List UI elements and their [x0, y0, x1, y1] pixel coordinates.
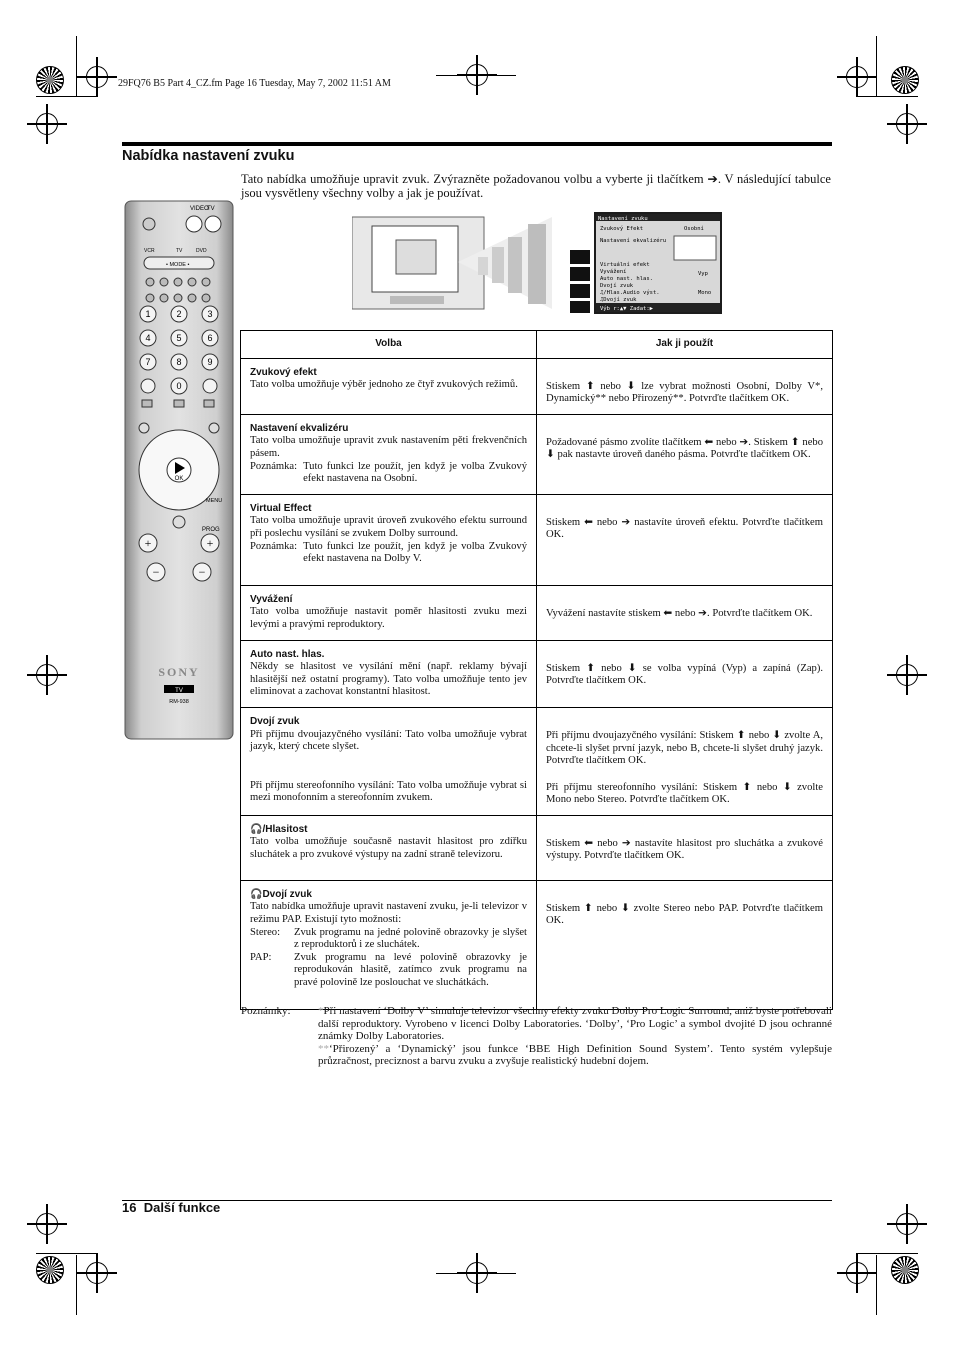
tv-badge-label: TV — [175, 688, 183, 694]
footer-section: Další funkce — [143, 1200, 221, 1215]
crop-mark — [876, 1255, 877, 1315]
menu-item[interactable]: ♫Dvojí zvuk — [600, 297, 637, 303]
page-title: Nabídka nastavení zvuku — [122, 148, 295, 164]
notes-section — [241, 1005, 832, 1068]
crop-mark — [858, 96, 918, 97]
function-button[interactable] — [202, 278, 210, 286]
remote-control-image — [124, 200, 234, 740]
digit-label: 7 — [145, 357, 151, 367]
plus-icon: + — [144, 536, 152, 550]
color-star-mark-icon — [36, 66, 64, 94]
digit-label: 3 — [207, 309, 213, 319]
menu-footer: Výb r:▲▼ Zadat:▶ — [600, 306, 653, 312]
menu-item[interactable]: Auto nast. hlas. — [600, 276, 653, 282]
registration-mark-icon — [896, 113, 918, 135]
digit-label: 4 — [145, 333, 151, 343]
registration-mark-icon — [36, 1213, 58, 1235]
table-row — [241, 815, 833, 880]
option-description: Tato volba umožňuje upravit zvuk nastavením pěti frekvenčních pásem. — [250, 435, 527, 459]
table-row — [241, 880, 833, 1009]
digit-label: 0 — [176, 381, 182, 391]
plus-icon: + — [206, 536, 214, 550]
option-name: Virtual Effect — [250, 502, 312, 514]
registration-mark-icon — [896, 664, 918, 686]
menu-value: Osobní — [684, 226, 704, 232]
minus-icon: − — [198, 565, 206, 579]
registration-mark-icon — [86, 66, 108, 88]
asterisk-mark: ** — [318, 1042, 329, 1055]
color-star-mark-icon — [891, 1256, 919, 1284]
table-row — [241, 640, 833, 707]
note-label: Poznámka: — [250, 540, 298, 552]
option-note: Tuto funkci lze použít, jen když je volba Zvukový efekt nastavena na Dolby V. — [303, 540, 527, 565]
option-description: Tato volba umožňuje nastavit poměr hlasitosti zvuku mezi levými a pravými reproduktory. — [250, 606, 527, 630]
power-button[interactable] — [205, 216, 221, 232]
menu-item[interactable]: Vyvážení — [600, 269, 627, 275]
color-star-mark-icon — [891, 66, 919, 94]
function-button[interactable] — [146, 278, 154, 286]
option-detail: Zvuk programu na jedné polovině obrazovky je slyšet z reproduktorů i ze sluchátek. — [294, 926, 527, 951]
digit-label: 1 — [145, 309, 151, 319]
option-name: Dvojí zvuk — [250, 715, 300, 727]
function-button[interactable] — [160, 294, 168, 302]
function-button[interactable] — [160, 278, 168, 286]
headphones-icon: 🎧 — [250, 823, 263, 835]
registration-mark-icon — [846, 1262, 868, 1284]
mute-button[interactable] — [143, 218, 155, 230]
registration-mark-icon — [36, 113, 58, 135]
menu-item[interactable]: Nastavení ekvalizéru — [600, 238, 667, 244]
page-number: 16 — [122, 1200, 137, 1215]
intro-text: Tato nabídka umožňuje upravit zvuk. Zvýrazněte požadovanou volbu a vyberte ji tlačítkem ➔. V následující tabulce jsou vysvětleny všechny volby a jak je používat. — [241, 172, 831, 200]
option-name: Auto nast. hlas. — [250, 648, 325, 660]
option-usage-stereo: Při příjmu stereofonního vysílání: Stiskem ⬆ nebo ⬇ zvolte Mono nebo Stereo. Potvrďte tlačítkem OK. — [546, 781, 823, 806]
table-row — [241, 358, 833, 414]
function-button[interactable] — [174, 294, 182, 302]
digit-label: 6 — [207, 333, 213, 343]
video-button[interactable] — [186, 216, 202, 232]
note-bbe: ‘Přirozený’ a ‘Dynamický’ jsou funkce ‘BBE High Definition Sound System’. Tento systém vylepšuje průzračnost, preciznost a barvu zvuku a zvyšuje realistický hudební dojem. — [318, 1042, 832, 1067]
menu-label: MENU — [206, 498, 223, 504]
function-button[interactable] — [188, 294, 196, 302]
small-button[interactable] — [174, 400, 184, 407]
option-description: Tato volba umožňuje výběr jednoho ze čtyř zvukových režimů. — [250, 379, 518, 391]
option-usage: Stiskem ⬅ nebo ➔ nastavíte hlasitost pro sluchátka a zvukové výstupy. Potvrďte tlačítkem OK. — [537, 815, 833, 880]
file-header: 29FQ76 B5 Part 4_CZ.fm Page 16 Tuesday, May 7, 2002 11:51 AM — [118, 78, 391, 89]
option-label: PAP: — [250, 951, 272, 963]
digit-label: 2 — [176, 309, 182, 319]
crop-mark — [858, 1253, 918, 1254]
function-button[interactable] — [188, 278, 196, 286]
option-name: Vyvážení — [250, 593, 293, 605]
model-label: RM-938 — [169, 699, 189, 705]
option-name: Dvojí zvuk — [262, 888, 312, 900]
table-row — [241, 585, 833, 640]
small-button[interactable] — [204, 400, 214, 407]
crop-mark — [76, 1255, 77, 1315]
column-header-usage: Jak ji použít — [537, 331, 833, 359]
option-description: Tato volba umožňuje upravit úroveň zvukového efektu surround při poslechu vysílání se zvukem Dolby surround. — [250, 515, 527, 539]
option-description: Tato nabídka umožňuje upravit nastavení zvuku, je-li televizor v režimu PAP. Existují tyto možnosti: — [250, 901, 527, 926]
tv-illustration — [352, 212, 724, 314]
registration-mark-icon — [896, 1213, 918, 1235]
option-label: Stereo: — [250, 926, 281, 938]
table-row — [241, 494, 833, 585]
menu-item[interactable]: ♫/Hlas.Audio výst. — [600, 290, 660, 296]
vcr-label: VCR — [144, 248, 155, 254]
prog-label: PROG — [202, 527, 220, 533]
option-usage: Stiskem ⬆ nebo ⬇ se volba vypíná (Vyp) a zapíná (Zap). Potvrďte tlačítkem OK. — [537, 640, 833, 707]
note-dolby: Při nastavení ‘Dolby V’ simuluje televizor všechny efekty zvuku Dolby Pro Logic Surround, aniž byste potřebovali další reproduktory. Vyrobeno v licenci Dolby Laboratories. ‘Dolby’, ‘Pro Logic’ a symbol dvojité D jsou ochranné známky Dolby Laboratories. — [318, 1005, 832, 1042]
sony-logo: SONY — [158, 665, 200, 679]
option-usage: Požadované pásmo zvolíte tlačítkem ⬅ nebo ➔. Stiskem ⬆ nebo ⬇ pak nastavte úroveň daného pásma. Potvrďte tlačítkem OK. — [537, 414, 833, 494]
note-label: Poznámka: — [250, 460, 298, 472]
function-button[interactable] — [146, 294, 154, 302]
digit-label: 5 — [176, 333, 182, 343]
teletext-button[interactable] — [141, 379, 155, 393]
registration-mark-icon — [466, 64, 488, 86]
page-footer — [122, 1200, 220, 1215]
option-usage: Stiskem ⬆ nebo ⬇ lze vybrat možnosti Osobní, Dolby V*, Dynamický** nebo Přirozený**. Potvrďte tlačítkem OK. — [537, 358, 833, 414]
option-name: /Hlasitost — [262, 823, 308, 835]
video-label: VIDEO — [190, 206, 209, 212]
crop-mark — [36, 1253, 96, 1254]
option-description: Tato volba umožňuje současně nastavit hlasitost pro zdířku sluchátek a pro zvukové výstupy na zadní straně televizoru. — [250, 836, 527, 861]
option-description: Při příjmu dvoujazyčného vysílání: Tato volba umožňuje vybrat jazyk, který chcete slyšet. — [250, 728, 527, 753]
option-usage: Vyvážení nastavíte stiskem ⬅ nebo ➔. Potvrďte tlačítkem OK. — [537, 585, 833, 640]
crop-mark — [876, 36, 877, 96]
notes-label: Poznámky: — [241, 1005, 291, 1017]
footer-rule — [122, 1200, 832, 1201]
option-usage: Stiskem ⬆ nebo ⬇ zvolte Stereo nebo PAP. Potvrďte tlačítkem OK. — [537, 880, 833, 1009]
option-description-stereo: Při příjmu stereofonního vysílání: Tato volba umožňuje vybrat si mezi monofonním a stereofonním zvukem. — [250, 779, 527, 804]
options-table — [240, 330, 833, 1010]
option-usage: Stiskem ⬅ nebo ➔ nastavíte úroveň efektu. Potvrďte tlačítkem OK. — [537, 494, 833, 585]
menu-value: Vyp — [698, 271, 708, 277]
color-star-mark-icon — [36, 1256, 64, 1284]
headphones-icon: 🎧 — [250, 888, 263, 900]
crop-mark — [36, 96, 96, 97]
function-button[interactable] — [202, 294, 210, 302]
option-name: Nastavení ekvalizéru — [250, 422, 349, 434]
column-header-option: Volba — [241, 331, 537, 359]
option-note: Tuto funkci lze použít, jen když je volba Zvukový efekt nastavena na Osobní. — [303, 460, 527, 485]
menu-item[interactable]: Virtuální efekt — [600, 262, 650, 268]
option-usage: Při příjmu dvoujazyčného vysílání: Stiskem ⬆ nebo ⬇ zvolte A, chcete-li slyšet první jazyk, nebo B, chcete-li slyšet druhý jazyk. Potvrďte tlačítkem OK. — [546, 729, 823, 767]
ok-label: OK — [174, 476, 184, 482]
registration-mark-icon — [86, 1262, 108, 1284]
mode-label: • MODE • — [166, 262, 190, 268]
jump-button[interactable] — [203, 379, 217, 393]
menu-side-button[interactable] — [209, 423, 219, 433]
tv-mode-label: TV — [176, 248, 183, 254]
small-button[interactable] — [142, 400, 152, 407]
registration-mark-icon — [36, 664, 58, 686]
return-button[interactable] — [173, 516, 185, 528]
table-row — [241, 707, 833, 815]
menu-side-icons — [570, 250, 590, 313]
menu-item[interactable]: Dvojí zvuk — [600, 283, 634, 289]
menu-item[interactable]: Zvukový Efekt — [600, 226, 644, 232]
digit-label: 8 — [176, 357, 182, 367]
dvd-label: DVD — [196, 248, 207, 254]
asterisk-mark: * — [318, 1005, 324, 1017]
digit-label: 9 — [207, 357, 213, 367]
equalizer-graphic — [674, 236, 716, 260]
tv-label: TV — [207, 206, 215, 212]
crop-mark — [76, 36, 77, 96]
option-name: Zvukový efekt — [250, 366, 317, 378]
option-detail: Zvuk programu na levé polovině obrazovky je reprodukován hlasitě, zatímco zvuk programu na pravé polovině lze poslouchat ve sluchátkách. — [294, 951, 527, 989]
menu-value: Mono — [698, 290, 712, 296]
registration-mark-icon — [846, 66, 868, 88]
menu-title: Nastavení zvuku — [598, 216, 648, 222]
function-button[interactable] — [174, 278, 182, 286]
registration-mark-icon — [466, 1262, 488, 1284]
option-description: Někdy se hlasitost ve vysílání mění (např. reklamy bývají hlasitější než ostatní programy). Tato volba umožňuje tento jev eliminovat a zachovat konstantní hlasitost. — [250, 661, 527, 698]
table-row — [241, 414, 833, 494]
top-rule — [122, 142, 832, 146]
menu-side-button[interactable] — [139, 423, 149, 433]
minus-icon: − — [152, 565, 160, 579]
